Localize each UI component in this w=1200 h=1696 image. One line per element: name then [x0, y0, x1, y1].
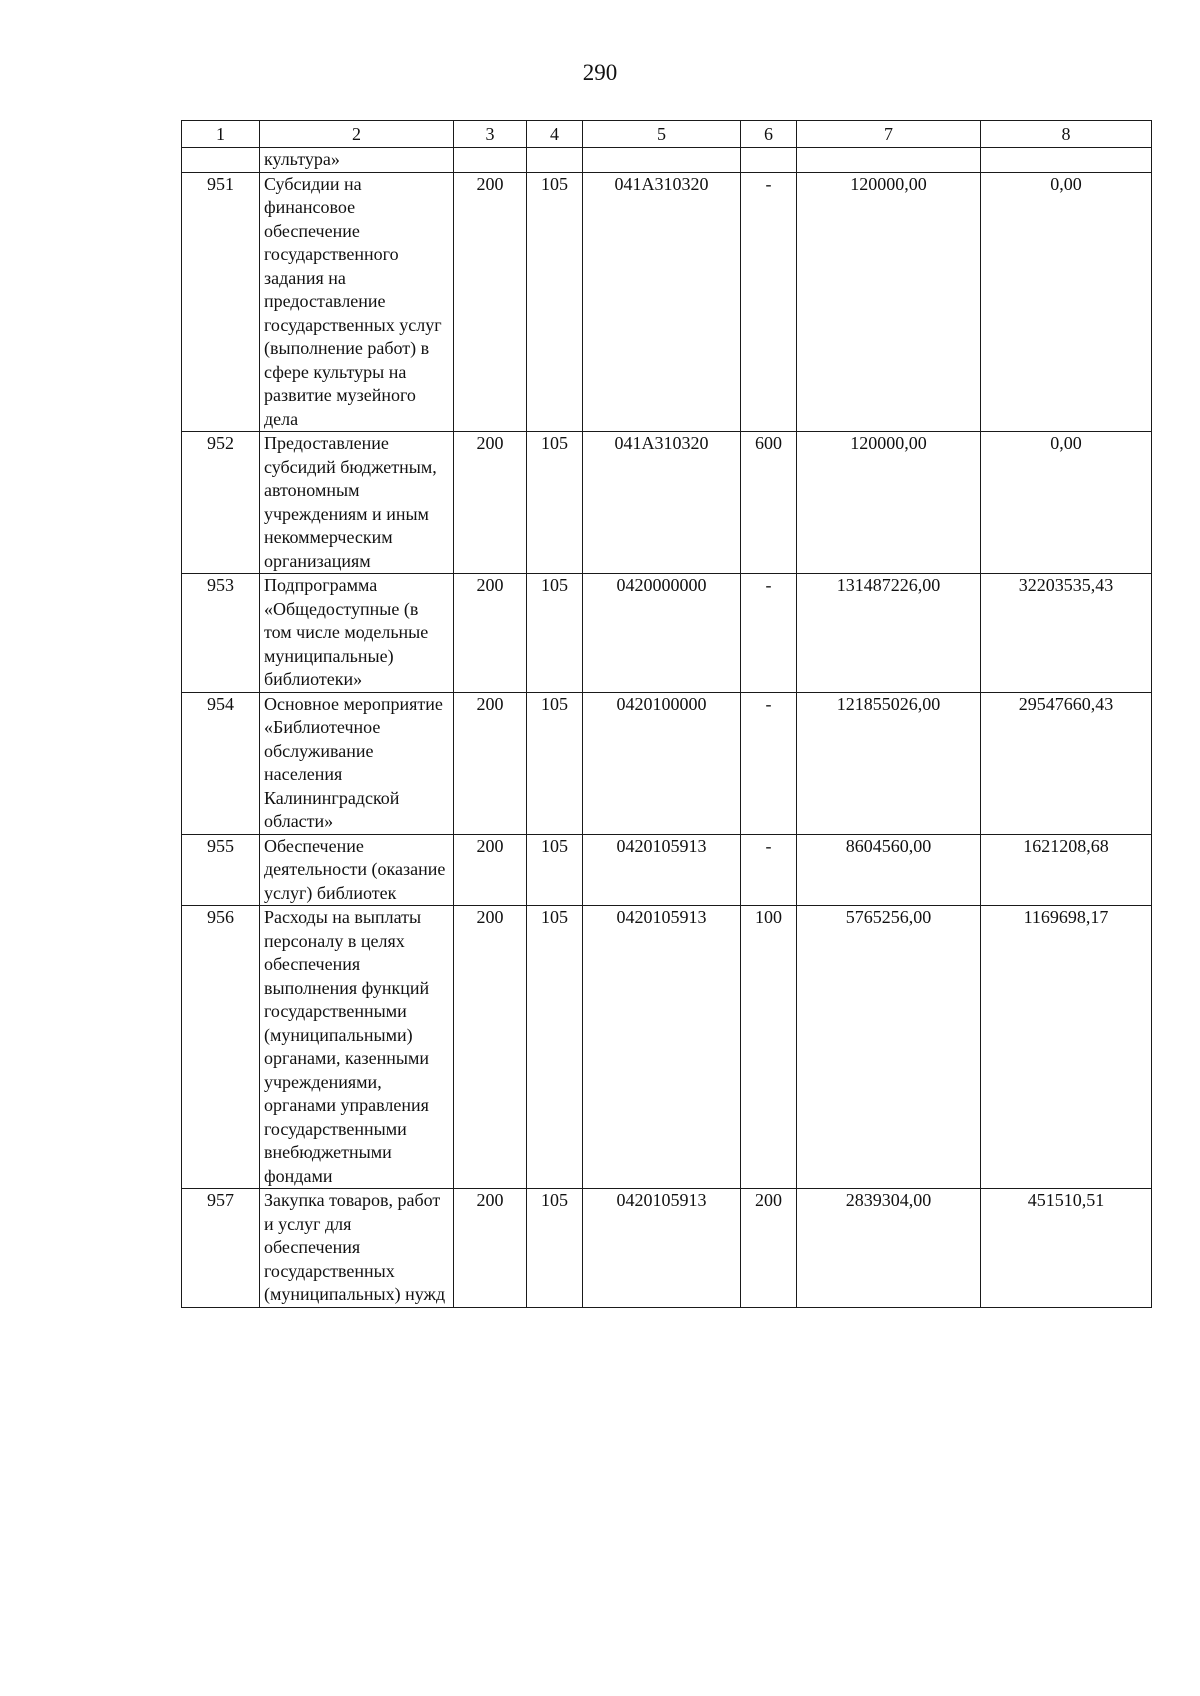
cell-col-3: 200 — [454, 1189, 527, 1308]
table-row — [182, 692, 1152, 834]
table-row — [182, 834, 1152, 906]
column-header: 5 — [583, 121, 741, 148]
column-header: 1 — [182, 121, 260, 148]
cell-col-7: 5765256,00 — [797, 906, 981, 1189]
column-header: 2 — [260, 121, 454, 148]
cell-col-3: 200 — [454, 172, 527, 432]
cell-col-8: 0,00 — [981, 172, 1152, 432]
table-cell — [527, 148, 583, 173]
table-row — [182, 1189, 1152, 1308]
row-name: Подпрограмма «Общедоступные (в том числе модельные муниципальные) библиотеки» — [260, 574, 454, 693]
table-cell — [741, 148, 797, 173]
table-cell — [182, 148, 260, 173]
row-number: 953 — [182, 574, 260, 693]
cell-col-6: 200 — [741, 1189, 797, 1308]
column-header: 3 — [454, 121, 527, 148]
cell-col-3: 200 — [454, 906, 527, 1189]
cell-col-8: 32203535,43 — [981, 574, 1152, 693]
table-row — [182, 574, 1152, 693]
cell-col-6: 100 — [741, 906, 797, 1189]
cell-col-6: - — [741, 692, 797, 834]
cell-col-4: 105 — [527, 692, 583, 834]
column-header: 4 — [527, 121, 583, 148]
cell-col-5: 0420100000 — [583, 692, 741, 834]
table-cell — [981, 148, 1152, 173]
cell-col-3: 200 — [454, 834, 527, 906]
row-number: 955 — [182, 834, 260, 906]
cell-col-7: 120000,00 — [797, 432, 981, 574]
cell-col-8: 1621208,68 — [981, 834, 1152, 906]
row-number: 957 — [182, 1189, 260, 1308]
cell-col-5: 041A310320 — [583, 432, 741, 574]
cell-col-4: 105 — [527, 834, 583, 906]
cell-col-5: 0420105913 — [583, 834, 741, 906]
cell-col-5: 0420105913 — [583, 1189, 741, 1308]
row-number: 954 — [182, 692, 260, 834]
cell-col-5: 0420105913 — [583, 906, 741, 1189]
cell-col-3: 200 — [454, 692, 527, 834]
cell-col-8: 1169698,17 — [981, 906, 1152, 1189]
cell-col-5: 0420000000 — [583, 574, 741, 693]
row-name: Обеспечение деятельности (оказание услуг) библиотек — [260, 834, 454, 906]
cell-col-3: 200 — [454, 574, 527, 693]
header-row — [182, 121, 1152, 148]
cell-col-8: 29547660,43 — [981, 692, 1152, 834]
row-name: Основное мероприятие «Библиотечное обслуживание населения Калининградской области» — [260, 692, 454, 834]
row-name: Предоставление субсидий бюджетным, автономным учреждениям и иным некоммерческим организациям — [260, 432, 454, 574]
continuation-row — [182, 148, 1152, 173]
cell-col-4: 105 — [527, 1189, 583, 1308]
cell-col-7: 120000,00 — [797, 172, 981, 432]
row-name: Расходы на выплаты персоналу в целях обеспечения выполнения функций государственными (муниципальными) органами, казенными учреждениями, органами управления государственными внебюджетными фондами — [260, 906, 454, 1189]
cell-col-4: 105 — [527, 432, 583, 574]
cell-col-7: 8604560,00 — [797, 834, 981, 906]
column-header: 8 — [981, 121, 1152, 148]
budget-table — [181, 120, 1152, 1308]
cell-col-7: 2839304,00 — [797, 1189, 981, 1308]
table-row — [182, 432, 1152, 574]
table-row — [182, 906, 1152, 1189]
table-cell — [583, 148, 741, 173]
row-number: 956 — [182, 906, 260, 1189]
cell-col-7: 121855026,00 — [797, 692, 981, 834]
cell-col-8: 451510,51 — [981, 1189, 1152, 1308]
cell-col-6: - — [741, 574, 797, 693]
row-number: 952 — [182, 432, 260, 574]
row-number: 951 — [182, 172, 260, 432]
table-row — [182, 172, 1152, 432]
cell-col-6: 600 — [741, 432, 797, 574]
cell-col-4: 105 — [527, 172, 583, 432]
cell-col-5: 041A310320 — [583, 172, 741, 432]
table-cell — [454, 148, 527, 173]
cell-col-3: 200 — [454, 432, 527, 574]
cell-col-8: 0,00 — [981, 432, 1152, 574]
table-cell — [797, 148, 981, 173]
page-number: 290 — [582, 60, 618, 85]
cell-col-6: - — [741, 834, 797, 906]
continuation-text: культура» — [260, 148, 454, 173]
cell-col-4: 105 — [527, 574, 583, 693]
cell-col-4: 105 — [527, 906, 583, 1189]
cell-col-6: - — [741, 172, 797, 432]
column-header: 7 — [797, 121, 981, 148]
row-name: Закупка товаров, работ и услуг для обеспечения государственных (муниципальных) нужд — [260, 1189, 454, 1308]
column-header: 6 — [741, 121, 797, 148]
row-name: Субсидии на финансовое обеспечение государственного задания на предоставление государственных услуг (выполнение работ) в сфере культуры на развитие музейного дела — [260, 172, 454, 432]
cell-col-7: 131487226,00 — [797, 574, 981, 693]
